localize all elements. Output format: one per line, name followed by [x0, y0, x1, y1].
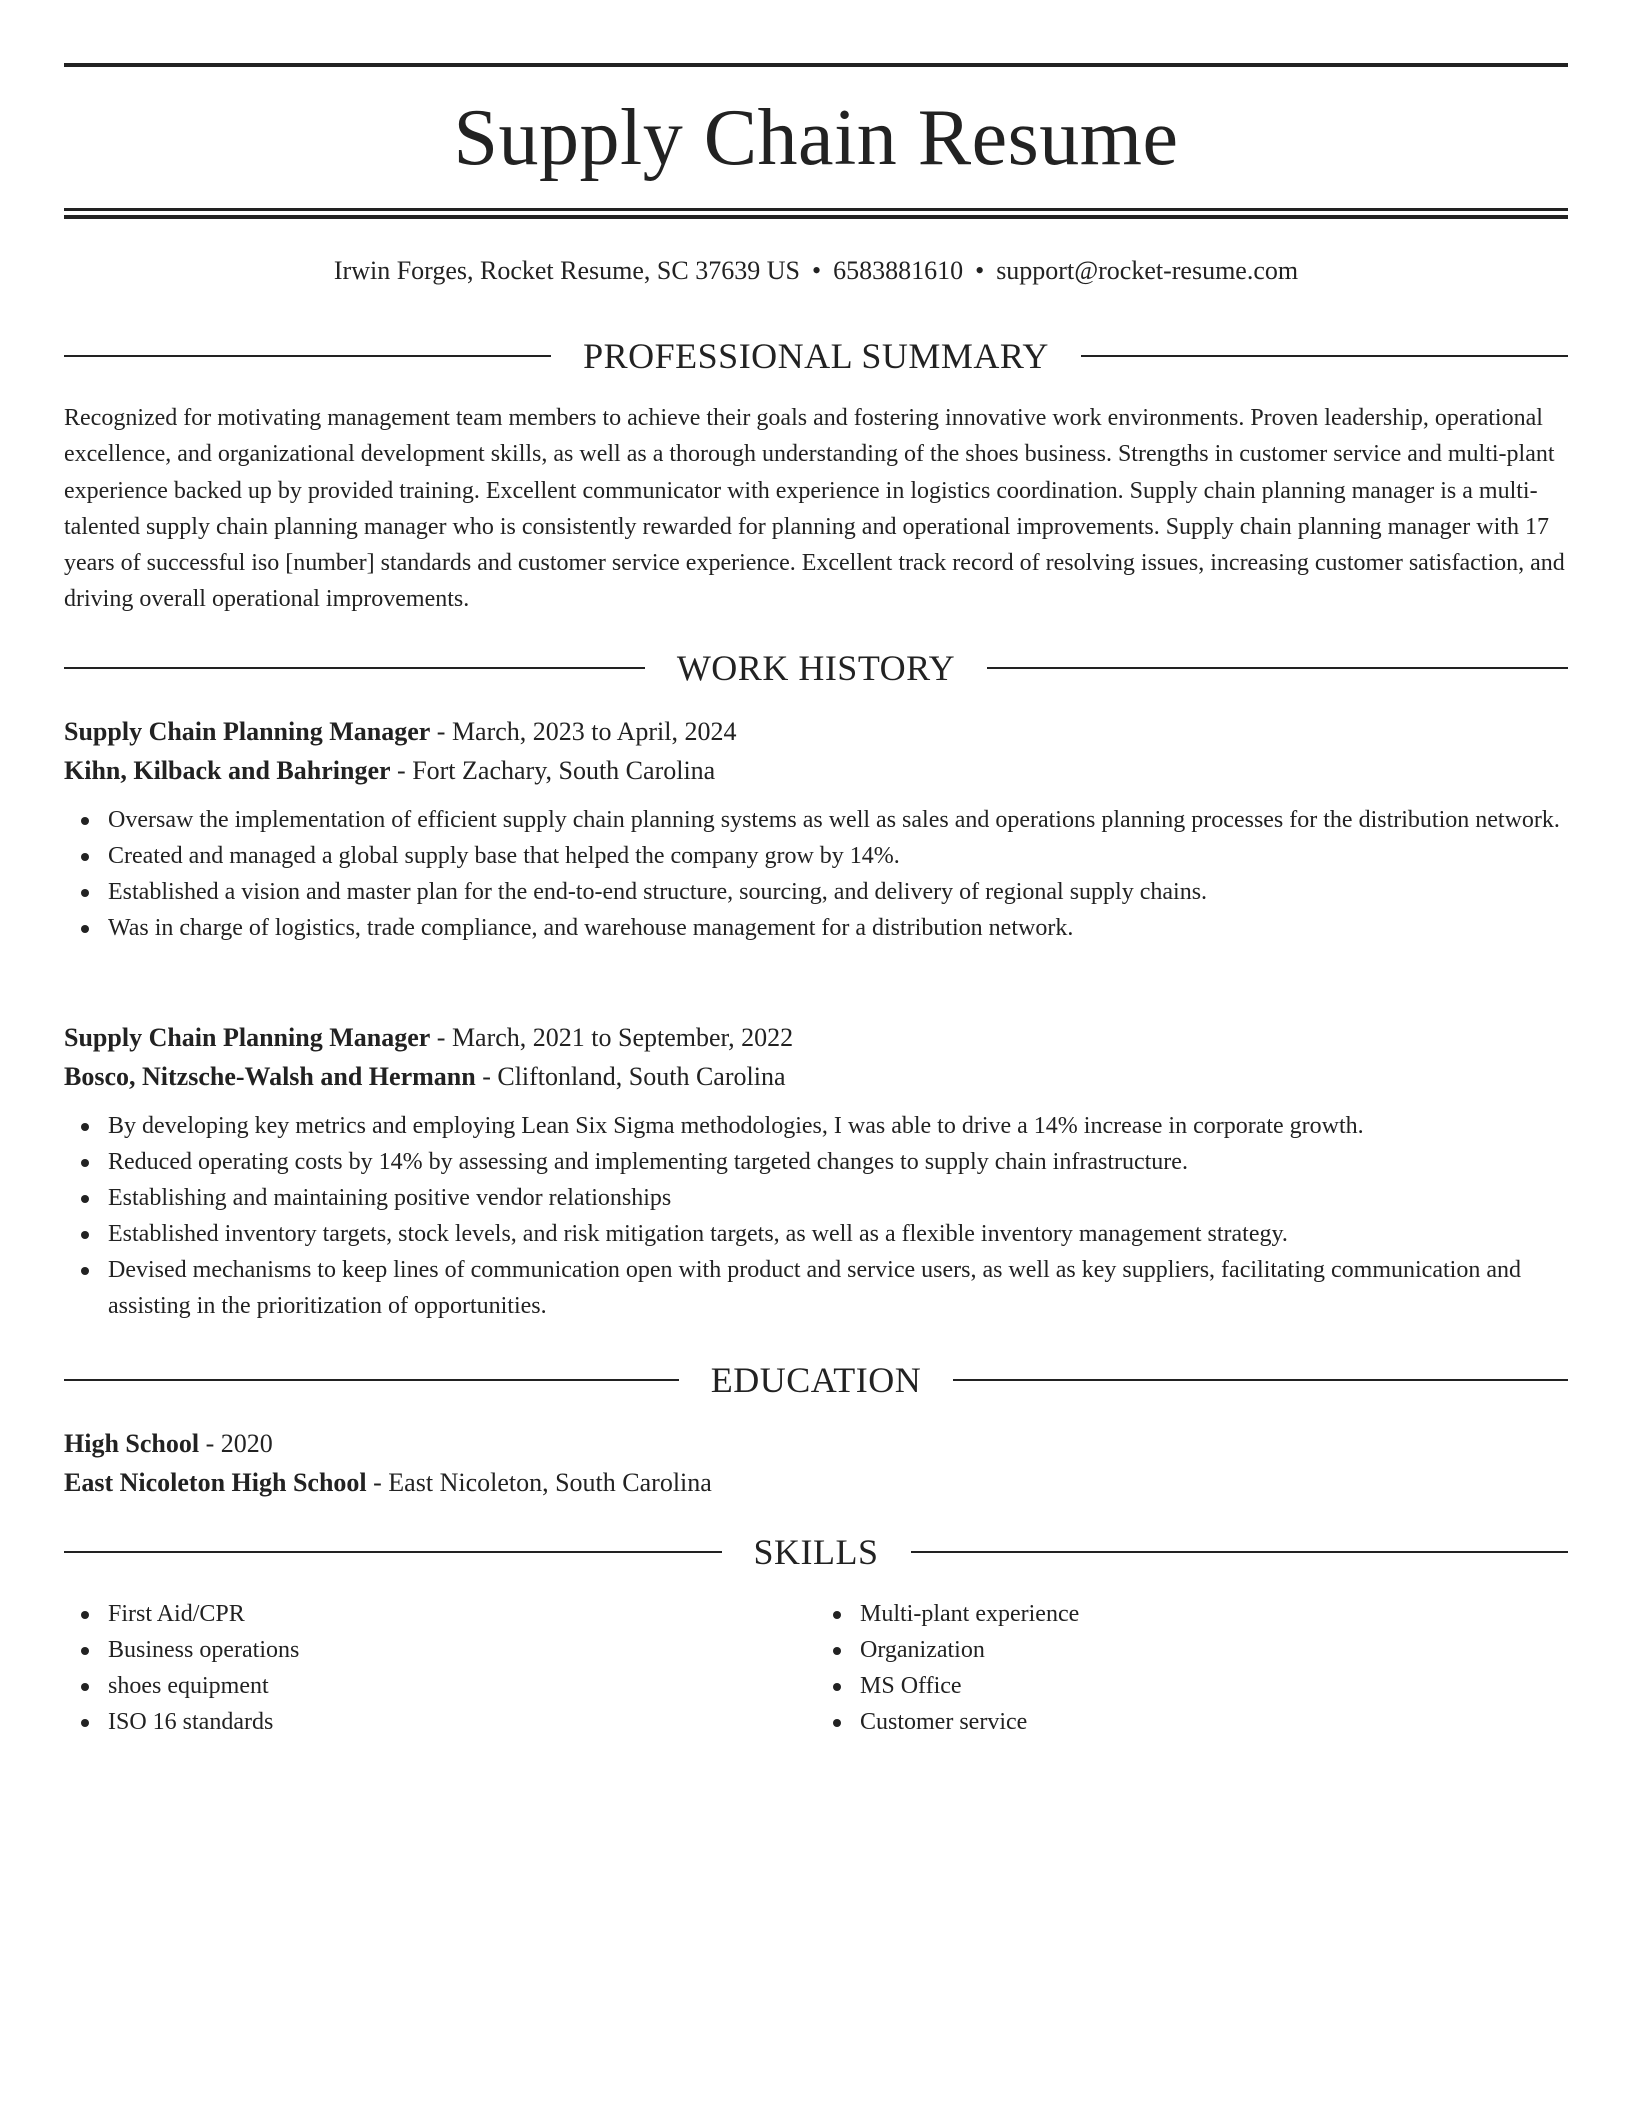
section-title: WORK HISTORY	[676, 648, 956, 688]
skill-item: First Aid/CPR	[108, 1596, 816, 1632]
list-item: By developing key metrics and employing Lean Six Sigma methodologies, I was able to drive a 14% increase in corporate growth.	[108, 1108, 1568, 1144]
job-location: - Fort Zachary, South Carolina	[390, 756, 716, 785]
job-title-line	[64, 712, 1568, 751]
title-rule-lower	[64, 215, 1568, 219]
section-header-summary	[64, 336, 1568, 376]
education-location: - East Nicoleton, South Carolina	[366, 1468, 712, 1497]
education-entry	[64, 1424, 1568, 1502]
skill-item: Organization	[860, 1632, 1568, 1668]
section-title: SKILLS	[753, 1532, 879, 1572]
job-entry	[64, 1018, 1568, 1324]
job-company: Kihn, Kilback and Bahringer	[64, 756, 391, 785]
job-company-line	[64, 751, 1568, 790]
education-degree-line	[64, 1424, 1568, 1463]
section-title: PROFESSIONAL SUMMARY	[583, 336, 1049, 376]
job-entry	[64, 712, 1568, 946]
summary-paragraph: Recognized for motivating management team members to achieve their goals and fostering innovative work environments. Proven leadership, operational excellence, and organizational development skills, as well as a thorough understanding of the shoes business. Strengths in customer service and multi-plant experience backed up by provided training. Excellent communicator with experience in logistics coordination. Supply chain planning manager is a multi-talented supply chain planning manager who is consistently rewarded for planning and operational improvements. Supply chain planning manager with 17 years of successful iso [number] standards and customer service experience. Excellent track record of resolving issues, increasing customer satisfaction, and driving overall operational improvements.	[64, 405, 1565, 613]
section-header-education	[64, 1360, 1568, 1400]
section-title: EDUCATION	[710, 1360, 922, 1400]
section-rule	[1081, 355, 1568, 357]
list-item: Reduced operating costs by 14% by assessing and implementing targeted changes to supply chain infrastructure.	[108, 1144, 1568, 1180]
skills-column-left	[64, 1596, 816, 1740]
skill-item: Business operations	[108, 1632, 816, 1668]
title-rule-upper	[64, 208, 1568, 211]
job-dates: - March, 2023 to April, 2024	[430, 717, 737, 746]
contact-address: Irwin Forges, Rocket Resume, SC 37639 US	[333, 256, 800, 285]
contact-line	[64, 254, 1568, 288]
skill-item: MS Office	[860, 1668, 1568, 1704]
contact-phone: 6583881610	[833, 256, 964, 285]
job-location: - Cliftonland, South Carolina	[475, 1062, 786, 1091]
contact-email[interactable]: support@rocket-resume.com	[996, 256, 1299, 285]
job-bullets	[64, 1108, 1568, 1324]
section-rule	[64, 667, 645, 669]
skills-column-right	[816, 1596, 1568, 1740]
job-company: Bosco, Nitzsche-Walsh and Hermann	[64, 1062, 476, 1091]
education-degree: High School	[64, 1429, 200, 1458]
skill-item: Multi-plant experience	[860, 1596, 1568, 1632]
section-rule	[911, 1551, 1569, 1553]
list-item: Established inventory targets, stock levels, and risk mitigation targets, as well as a flexible inventory management strategy.	[108, 1216, 1568, 1252]
skills-list	[64, 1596, 1568, 1740]
list-item: Establishing and maintaining positive vendor relationships	[108, 1180, 1568, 1216]
section-rule	[64, 355, 551, 357]
job-company-line	[64, 1057, 1568, 1096]
education-year: - 2020	[199, 1429, 273, 1458]
resume-title: Supply Chain Resume	[453, 94, 1179, 182]
job-dates: - March, 2021 to September, 2022	[430, 1023, 794, 1052]
section-rule	[64, 1551, 722, 1553]
contact-separator: •	[811, 256, 822, 285]
section-header-skills	[64, 1532, 1568, 1572]
contact-separator: •	[975, 256, 985, 285]
section-header-work	[64, 648, 1568, 688]
education-school: East Nicoleton High School	[64, 1468, 367, 1497]
education-school-line	[64, 1463, 1568, 1502]
list-item: Was in charge of logistics, trade compliance, and warehouse management for a distribution network.	[108, 910, 1568, 946]
section-rule	[64, 1379, 679, 1381]
job-title: Supply Chain Planning Manager	[64, 1023, 431, 1052]
skill-item: shoes equipment	[108, 1668, 816, 1704]
top-rule	[64, 63, 1568, 67]
job-bullets	[64, 802, 1568, 946]
section-rule	[987, 667, 1568, 669]
skill-item: ISO 16 standards	[108, 1704, 816, 1740]
job-title: Supply Chain Planning Manager	[64, 717, 431, 746]
section-rule	[953, 1379, 1568, 1381]
skill-item: Customer service	[860, 1704, 1568, 1740]
list-item: Devised mechanisms to keep lines of communication open with product and service users, as well as key suppliers, facilitating communication and assisting in the prioritization of opportunities.	[108, 1252, 1568, 1324]
list-item: Oversaw the implementation of efficient supply chain planning systems as well as sales and operations planning processes for the distribution network.	[108, 802, 1568, 838]
list-item: Created and managed a global supply base that helped the company grow by 14%.	[108, 838, 1568, 874]
job-title-line	[64, 1018, 1568, 1057]
list-item: Established a vision and master plan for the end-to-end structure, sourcing, and delivery of regional supply chains.	[108, 874, 1568, 910]
